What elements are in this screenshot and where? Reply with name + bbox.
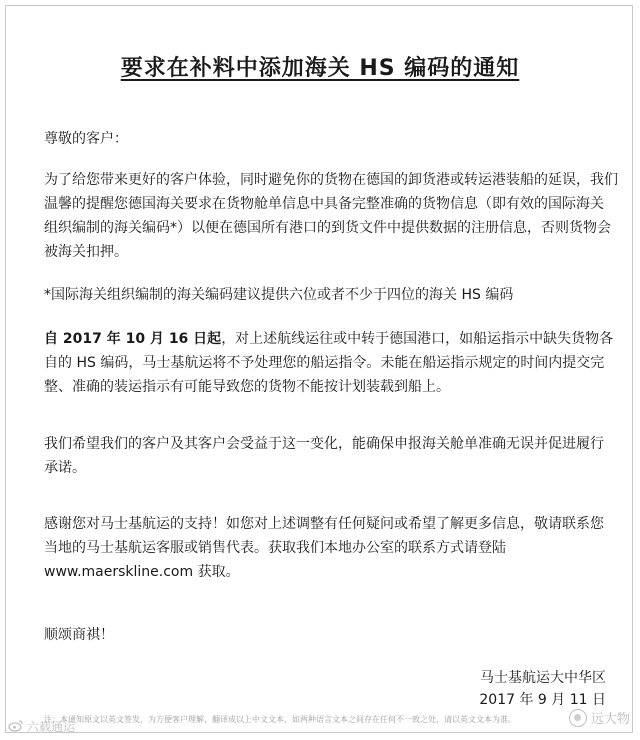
paragraph-line: 当地的马士基航运客服或销售代表。获取我们本地办公室的联系方式请登陆 <box>44 540 506 556</box>
paragraph-delay-notice <box>44 168 632 264</box>
effective-date: 自 2017 年 10 月 16 日起 <box>44 331 222 347</box>
paragraph-benefit <box>44 432 632 480</box>
wechat-logo-icon <box>569 709 587 727</box>
paragraph-line: 温馨的提醒您德国海关要求在货物舱单信息中具备完整准确的货物信息（即有效的国际海关 <box>44 196 604 212</box>
salutation: 尊敬的客户： <box>44 131 128 147</box>
paragraph-effective-date <box>44 327 632 399</box>
signature-company: 马士基航运大中华区 <box>480 670 606 686</box>
paragraph-line: 组织编制的海关编码*）以便在德国所有港口的到货文件中提供数据的注册信息，否则货物会 <box>44 220 611 236</box>
translation-footnote: 注：本通知原文以英文签发，为方便客户理解，翻译成以上中文文本，如两种语言文本之间存在任何不一致之处，请以英文文本为准。 <box>44 715 516 724</box>
paragraph-line: 为了给您带来更好的客户体验，同时避免你的货物在德国的卸货港或转运港装船的延误，我们 <box>44 172 618 188</box>
watermark-left-text: 六载通运 <box>27 720 76 734</box>
paragraph-line: 承诺。 <box>44 460 86 476</box>
signature-date: 2017 年 9 月 11 日 <box>479 692 606 708</box>
watermark-right-text: 远大物 <box>590 712 630 727</box>
paragraph-text: ，对上述航线运往或中转于德国港口，如船运指示中缺失货物各 <box>221 331 614 347</box>
paragraph-line: 整、准确的装运指示有可能导致您的货物不能按计划装载到船上。 <box>44 379 450 395</box>
notice-title: 要求在补料中添加海关 HS 编码的通知 <box>120 56 520 81</box>
website-line: www.maerskline.com 获取。 <box>44 564 240 580</box>
paragraph-line <box>44 327 632 351</box>
paragraph-line: 被海关扣押。 <box>44 244 128 260</box>
paragraph-line: 感谢您对马士基航运的支持！如您对上述调整有任何疑问或希望了解更多信息，敬请联系您 <box>44 516 604 532</box>
watermark-left <box>8 718 75 735</box>
watermark-right <box>569 708 630 727</box>
paragraph-line: 我们希望我们的客户及其客户会受益于这一变化，能确保申报海关舱单准确无误并促进履行 <box>44 436 604 452</box>
paragraph-line: 自的 HS 编码，马士基航运将不予处理您的船运指令。未能在船运指示规定的时间内提交完 <box>44 355 605 371</box>
hs-code-note: *国际海关组织编制的海关编码建议提供六位或者不少于四位的海关 HS 编码 <box>44 287 514 303</box>
weibo-icon <box>8 719 24 735</box>
paragraph-thanks <box>44 512 632 584</box>
closing-greeting: 顺颂商祺！ <box>44 627 114 643</box>
